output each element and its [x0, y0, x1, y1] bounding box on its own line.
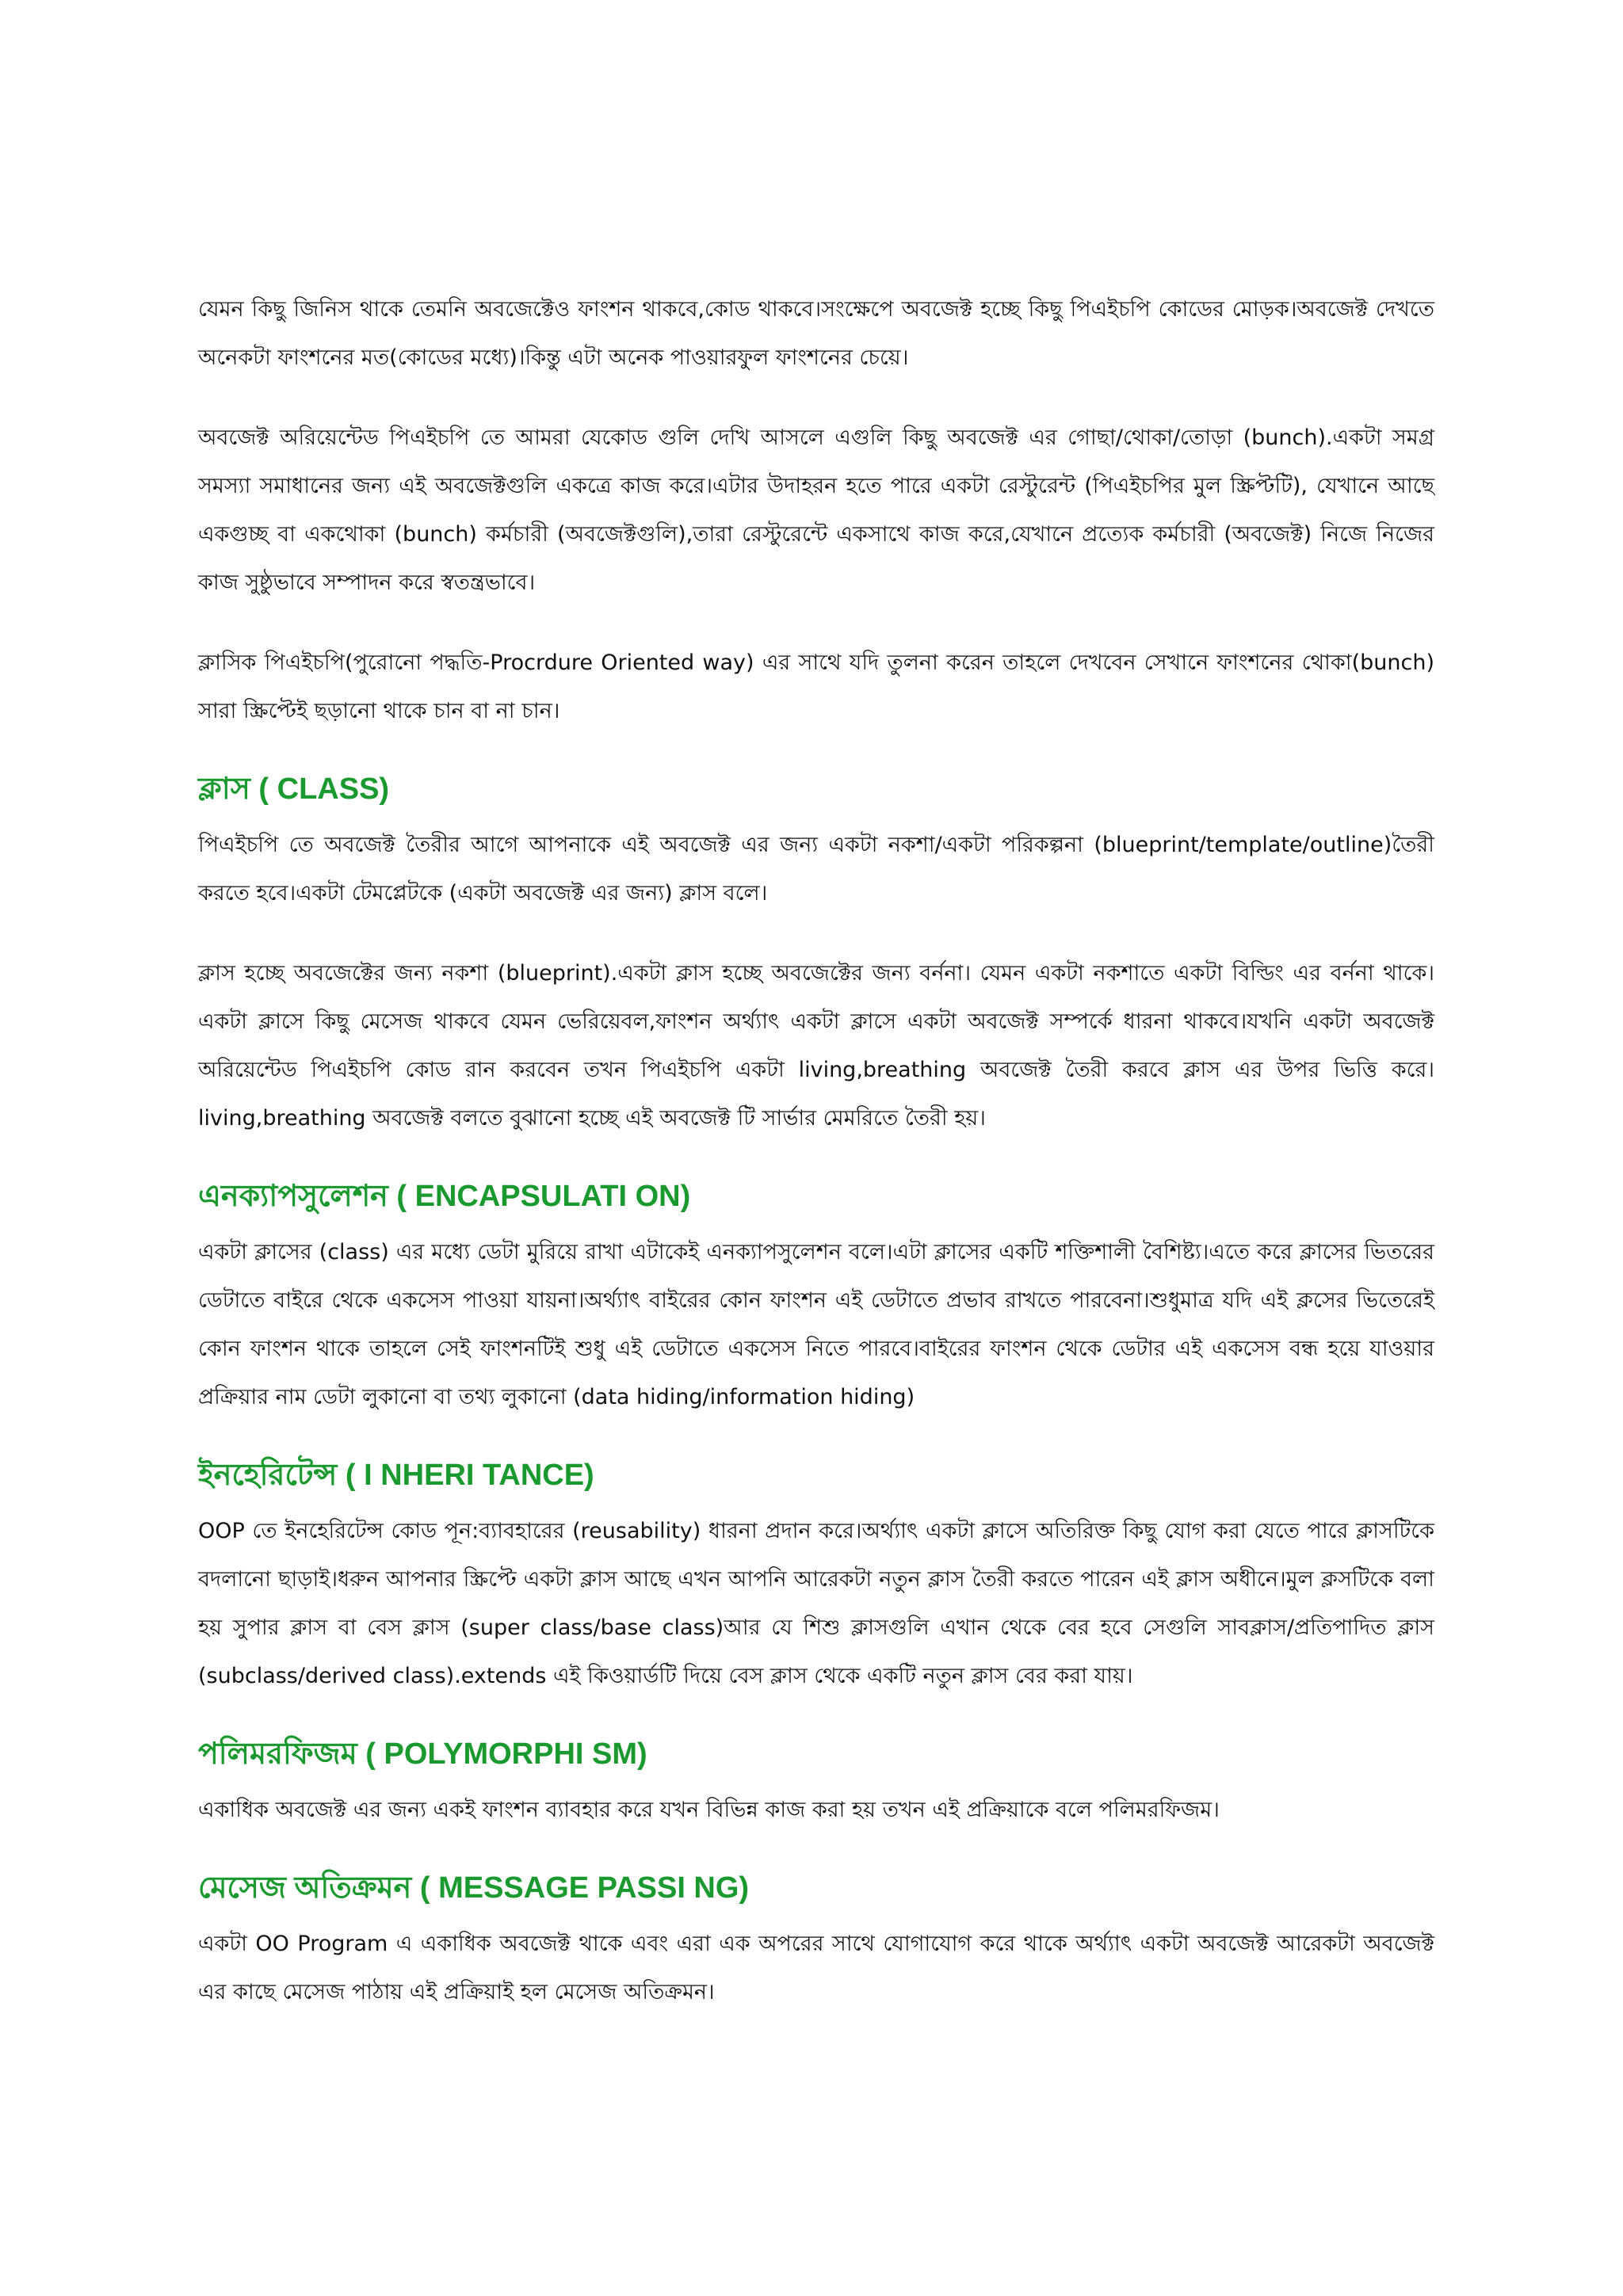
- polymorphism-paragraph: একাধিক অবজেক্ট এর জন্য একই ফাংশন ব্যাবহার করে যখন বিভিন্ন কাজ করা হয় তখন এই প্রক্রিয়াকে বলে পলিমরফিজম।: [198, 1798, 1220, 1822]
- section-heading-polymorphism: পলিমরফিজম ( POLYMORPHI SM): [198, 1737, 647, 1771]
- encapsulation-paragraph: একটা ক্লাসের (class) এর মধ্যে ডেটা মুরিয়ে রাখা এটাকেই এনক্যাপসুলেশন বলে।এটা ক্লাসের একটি শক্তিশালী বৈশিষ্ট্য।এতে করে ক্লাসের ভিতরের ডেটাতে বাইরে থেকে একসেস পাওয়া যায়না।অর্থ্যাৎ বাইরের কোন ফাংশন এই ডেটাতে প্রভাব রাখতে পারবেনা।শুধুমাত্র যদি এই ক্লসের ভিতেরেই কোন ফাংশন থাকে তাহলে সেই ফাংশনটিই শুধু এই ডেটাতে একসেস নিতে পারবে।বাইরের ফাংশন থেকে ডেটার এই একসেস বন্ধ হয়ে যাওয়ার প্রক্রিয়ার নাম ডেটা লুকানো বা তথ্য লুকানো (data hiding/information hiding): [198, 1240, 1434, 1409]
- intro-paragraph: যেমন কিছু জিনিস থাকে তেমনি অবজেক্টেও ফাংশন থাকবে,কোড থাকবে।সংক্ষেপে অবজেক্ট হচ্ছে কিছু পিএইচপি কোডের মোড়ক।অবজেক্ট দেখতে অনেকটা ফাংশনের মত(কোডের মধ্যে)।কিন্তু এটা অনেক পাওয়ারফুল ফাংশনের চেয়ে।: [198, 297, 1434, 370]
- class-paragraph: ক্লাস হচ্ছে অবজেক্টের জন্য নকশা (blueprint).একটা ক্লাস হচ্ছে অবজেক্টের জন্য বর্ননা। যেমন একটা নকশাতে একটা বিল্ডিং এর বর্ননা থাকে।একটা ক্লাসে কিছু মেসেজ থাকবে যেমন ভেরিয়েবল,ফাংশন অর্থ্যাৎ একটা ক্লাসে একটা অবজেক্ট সম্পর্কে ধারনা থাকবে।যখনি একটা অবজেক্ট অরিয়েন্টেড পিএইচপি কোড রান করবেন তখন পিএইচপি একটা living,breathing অবজেক্ট তৈরী করবে ক্লাস এর উপর ভিত্তি করে।living,breathing অবজেক্ট বলতে বুঝানো হচ্ছে এই অবজেক্ট টি সার্ভার মেমরিতে তৈরী হয়।: [198, 961, 1434, 1131]
- document-page: [198, 285, 1434, 2048]
- section-heading-inheritance: ইনহেরিটেন্স ( I NHERI TANCE): [198, 1459, 594, 1492]
- intro-paragraph: ক্লাসিক পিএইচপি(পুরোনো পদ্ধতি-Procrdure Oriented way) এর সাথে যদি তুলনা করেন তাহলে দেখবেন সেখানে ফাংশনের থোকা(bunch) সারা স্ক্রিপ্টেই ছড়ানো থাকে চান বা না চান।: [198, 650, 1434, 723]
- class-paragraph: পিএইচপি তে অবজেক্ট তৈরীর আগে আপনাকে এই অবজেক্ট এর জন্য একটা নকশা/একটা পরিকল্পনা (blueprint/template/outline)তৈরী করতে হবে।একটা টেমপ্লেটকে (একটা অবজেক্ট এর জন্য) ক্লাস বলে।: [198, 833, 1434, 906]
- section-heading-encapsulation: এনক্যাপসুলেশন ( ENCAPSULATI ON): [198, 1180, 691, 1213]
- message-passing-paragraph: একটা OO Program এ একাধিক অবজেক্ট থাকে এবং এরা এক অপরের সাথে যোগাযোগ করে থাকে অর্থ্যাৎ একটা অবজেক্ট আরেকটা অবজেক্ট এর কাছে মেসেজ পাঠায় এই প্রক্রিয়াই হল মেসেজ অতিক্রমন।: [198, 1932, 1434, 2004]
- section-heading-class: ক্লাস ( CLASS): [198, 772, 390, 806]
- inheritance-paragraph: OOP তে ইনহেরিটেন্স কোড পূন:ব্যাবহারের (reusability) ধারনা প্রদান করে।অর্থ্যাৎ একটা ক্লাসে অতিরিক্ত কিছু যোগ করা যেতে পারে ক্লাসটিকে বদলানো ছাড়াই।ধরুন আপনার স্ক্রিপ্টে একটা ক্লাস আছে এখন আপনি আরেকটা নতুন ক্লাস তৈরী করতে পারেন এই ক্লাস অধীনে।মুল ক্লসটিকে বলা হয় সুপার ক্লাস বা বেস ক্লাস (super class/base class)আর যে শিশু ক্লাসগুলি এখান থেকে বের হবে সেগুলি সাবক্লাস/প্রতিপাদিত ক্লাস (subclass/derived class).extends এই কিওয়ার্ডটি দিয়ে বেস ক্লাস থেকে একটি নতুন ক্লাস বের করা যায়।: [198, 1519, 1434, 1688]
- section-heading-message-passing: মেসেজ অতিক্রমন ( MESSAGE PASSI NG): [198, 1871, 750, 1905]
- intro-paragraph: অবজেক্ট অরিয়েন্টেড পিএইচপি তে আমরা যেকোড গুলি দেখি আসলে এগুলি কিছু অবজেক্ট এর গোছা/থোকা/তোড়া (bunch).একটা সমগ্র সমস্যা সমাধানের জন্য এই অবজেক্টগুলি একত্রে কাজ করে।এটার উদাহরন হতে পারে একটা রেস্টুরেন্ট (পিএইচপির মুল স্ক্রিপ্টটি), যেখানে আছে একগুচ্ছ বা একথোকা (bunch) কর্মচারী (অবজেক্টগুলি),তারা রেস্টুরেন্টে একসাথে কাজ করে,যেখানে প্রত্যেক কর্মচারী (অবজেক্ট) নিজে নিজের কাজ সুষ্ঠুভাবে সম্পাদন করে স্বতন্ত্রভাবে।: [198, 425, 1434, 595]
